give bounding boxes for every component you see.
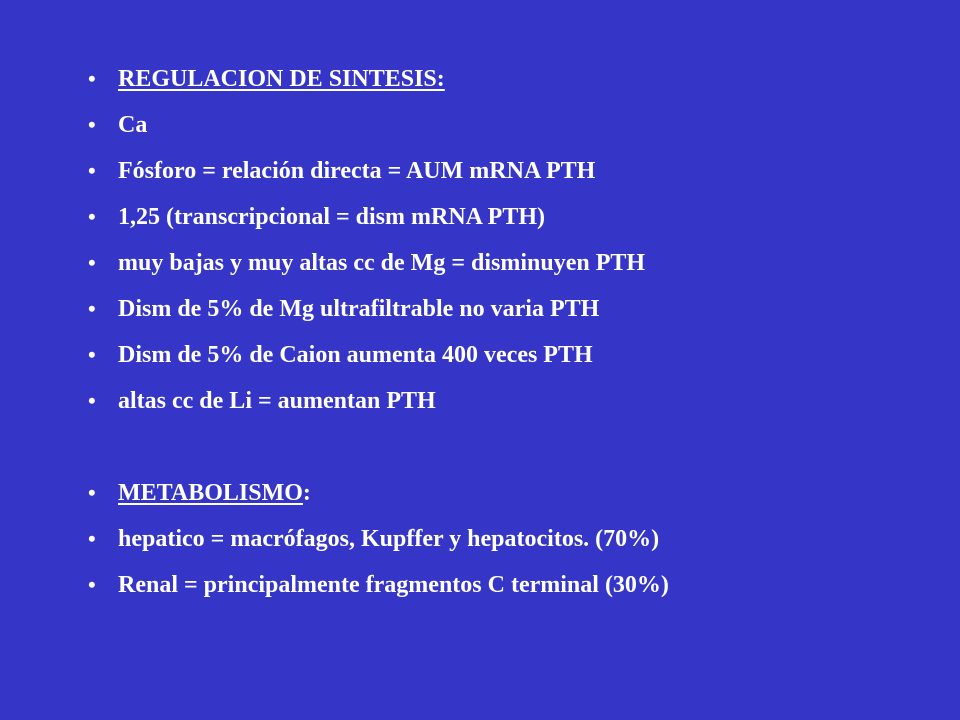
bullet-icon: • [88, 572, 96, 597]
list-item [88, 240, 938, 286]
list-item-regulacion-heading [88, 56, 938, 102]
list-item [88, 516, 938, 562]
section-heading-metabolismo-text: METABOLISMO [118, 480, 303, 506]
list-item-text: Fósforo = relación directa = AUM mRNA PTH [118, 158, 596, 184]
list-item [88, 194, 938, 240]
bullet-icon: • [88, 388, 96, 413]
section-heading-metabolismo-colon: : [302, 480, 311, 506]
list-item-metabolismo-heading [88, 470, 938, 516]
list-item-text: hepatico = macrófagos, Kupffer y hepatocitos. (70%) [118, 526, 660, 552]
bullet-icon: • [88, 204, 96, 229]
list-item [88, 562, 938, 608]
section-heading-regulacion: REGULACION DE SINTESIS: [118, 66, 445, 92]
list-item [88, 102, 938, 148]
list-item-text: muy bajas y muy altas cc de Mg = disminuyen PTH [118, 250, 646, 276]
bullet-icon: • [88, 342, 96, 367]
list-item-text: Renal = principalmente fragmentos C terminal (30%) [118, 572, 669, 598]
bullet-icon: • [88, 158, 96, 183]
list-item-text: Ca [118, 112, 148, 138]
list-item-text: Dism de 5% de Mg ultrafiltrable no varia PTH [118, 296, 600, 322]
bullet-icon: • [88, 112, 96, 137]
list-item [88, 286, 938, 332]
list-item-text: 1,25 (transcripcional = dism mRNA PTH) [118, 204, 545, 230]
list-item-text: Dism de 5% de Caion aumenta 400 veces PTH [118, 342, 593, 368]
bullet-icon: • [88, 296, 96, 321]
list-item [88, 148, 938, 194]
bullet-icon: • [88, 66, 96, 91]
section-heading-metabolismo [118, 470, 311, 516]
list-item [88, 332, 938, 378]
bullet-icon: • [88, 526, 96, 551]
list-item-text: altas cc de Li = aumentan PTH [118, 388, 436, 414]
bullet-icon: • [88, 250, 96, 275]
list-item [88, 378, 938, 424]
bullet-icon: • [88, 480, 96, 505]
bullet-list [88, 56, 938, 608]
